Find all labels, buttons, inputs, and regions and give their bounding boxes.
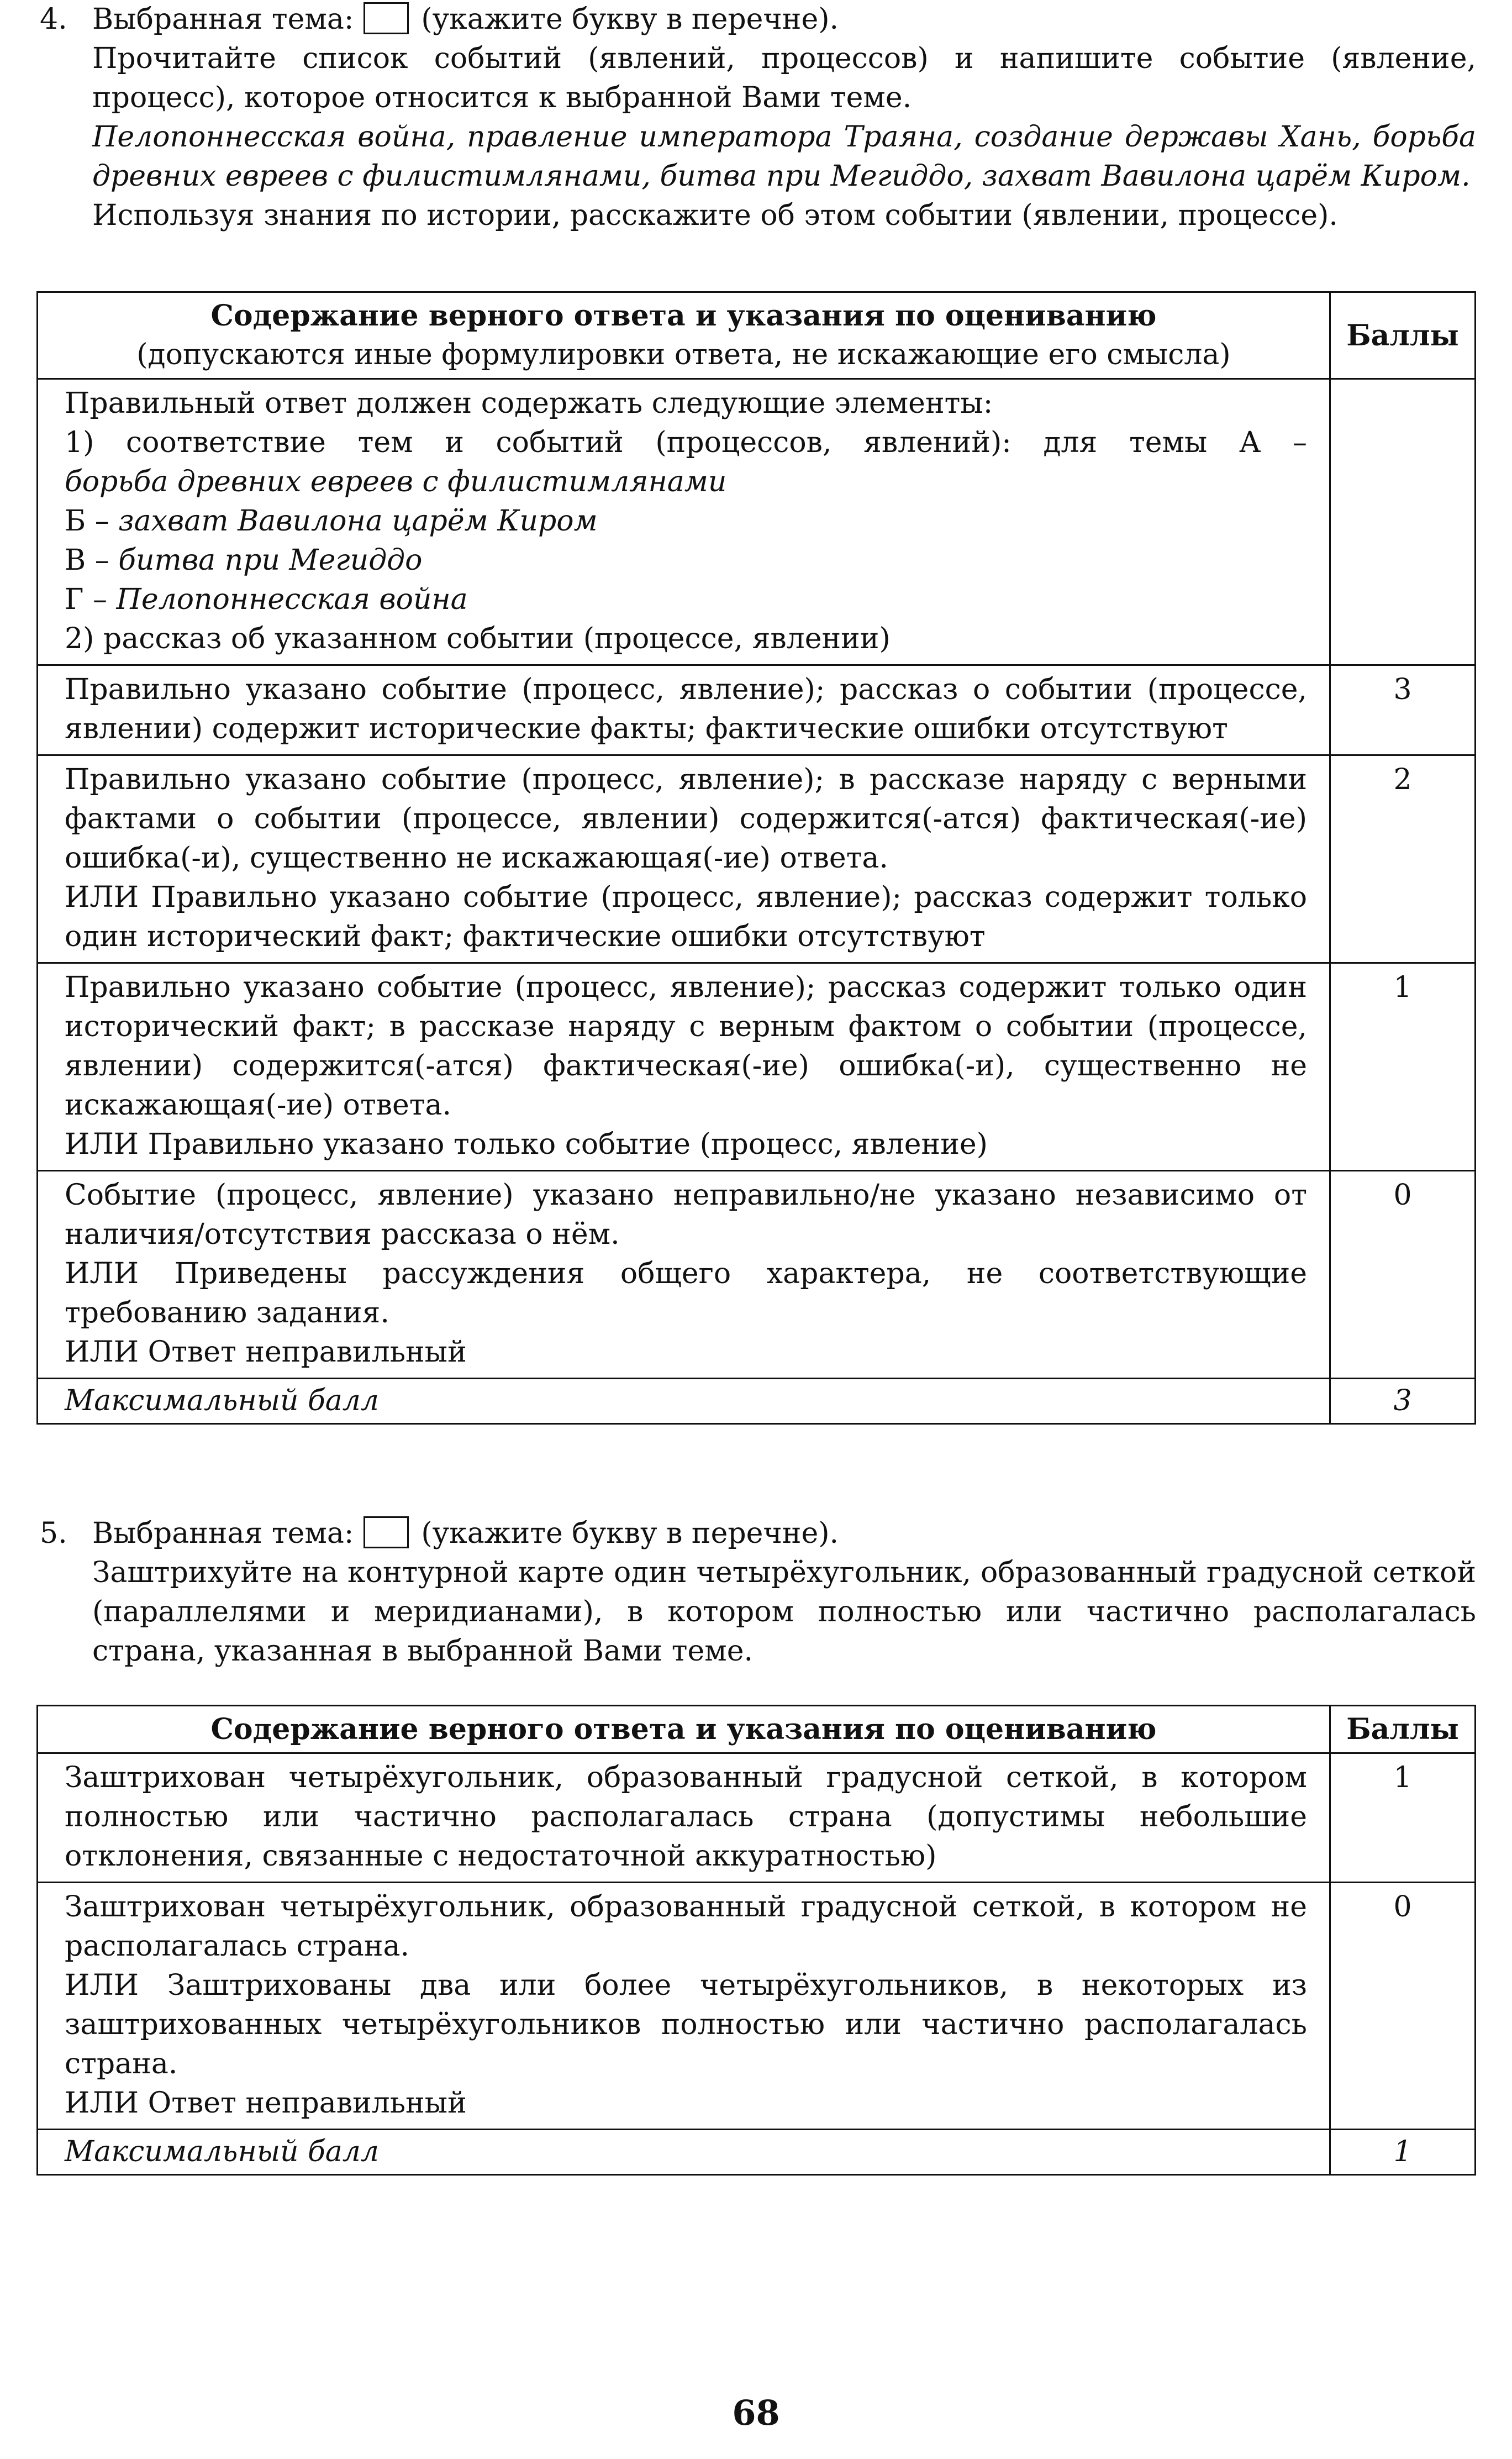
max-score-label: Максимальный балл <box>38 2130 1330 2175</box>
header-title: Содержание верного ответа и указания по оцениванию <box>38 1706 1330 1753</box>
answer-item-2: 2) рассказ об указанном событии (процессе, явлении) <box>65 622 891 655</box>
answer-letter-b: Б – <box>65 505 109 538</box>
answer-topic-g: Пелопоннесская война <box>116 583 468 616</box>
answer-content <box>38 379 1330 665</box>
task-instruction: Заштрихуйте на контурной карте один четырёхугольник, образованный градусной сеткой (параллелями и меридианами), в котором полностью или частично располагалась страна, указанная в выбранной Вами теме. <box>92 1556 1476 1668</box>
task-4-heading <box>40 0 1476 39</box>
criterion-score: 3 <box>1330 665 1476 755</box>
table-header-row <box>38 1706 1476 1753</box>
table-row <box>38 963 1476 1171</box>
criterion-line: ИЛИ Правильно указано только событие (процесс, явление) <box>65 1128 988 1161</box>
max-score-value: 1 <box>1330 2130 1476 2175</box>
task-instruction: Прочитайте список событий (явлений, процессов) и напишите событие (явление, процесс), которое относится к выбранной Вами теме. <box>92 42 1476 114</box>
max-score-value: 3 <box>1330 1379 1476 1424</box>
criterion-line: ИЛИ Ответ неправильный <box>65 2087 467 2120</box>
criterion-score: 1 <box>1330 963 1476 1171</box>
max-score-row <box>38 2130 1476 2175</box>
criterion-line: Заштрихован четырёхугольник, образованный градусной сеткой, в котором полностью или частично располагалась страна (допустимы небольшие отклонения, связанные с недостаточной аккуратностью) <box>65 1761 1307 1873</box>
topic-label: Выбранная тема: <box>92 1517 354 1550</box>
answer-score-cell <box>1330 379 1476 665</box>
answer-letter-v: В – <box>65 544 109 577</box>
max-score-label: Максимальный балл <box>38 1379 1330 1424</box>
criterion-line: ИЛИ Ответ неправильный <box>65 1336 467 1369</box>
topic-letter-box[interactable] <box>363 1516 409 1548</box>
criterion-line: ИЛИ Приведены рассуждения общего характера, не соответствующие требованию задания. <box>65 1257 1307 1330</box>
topic-hint: (укажите букву в перечне). <box>421 1517 839 1550</box>
task-4 <box>40 0 1476 235</box>
criterion-text <box>38 665 1330 755</box>
table-row <box>38 1171 1476 1379</box>
header-title: Содержание верного ответа и указания по оцениванию <box>210 299 1157 333</box>
criterion-score: 2 <box>1330 755 1476 963</box>
answer-row <box>38 379 1476 665</box>
criterion-text <box>38 963 1330 1171</box>
header-subtitle: (допускаются иные формулировки ответа, не искажающие его смысла) <box>136 338 1231 371</box>
grading-table-5 <box>36 1705 1476 2176</box>
criterion-line: Заштрихован четырёхугольник, образованный градусной сеткой, в котором не располагалась страна. <box>65 1890 1307 1963</box>
page-number: 68 <box>732 2393 780 2433</box>
topic-hint: (укажите букву в перечне). <box>421 3 839 36</box>
answer-letter-g: Г – <box>65 583 107 616</box>
criterion-line: Событие (процесс, явление) указано неправильно/не указано независимо от наличия/отсутствия рассказа о нём. <box>65 1179 1307 1251</box>
criterion-score: 0 <box>1330 1883 1476 2130</box>
topic-letter-box[interactable] <box>363 2 409 34</box>
answer-intro: Правильный ответ должен содержать следующие элементы: <box>65 387 993 420</box>
header-score: Баллы <box>1330 292 1476 379</box>
criterion-line: ИЛИ Заштрихованы два или более четырёхугольников, в некоторых из заштрихованных четырёхугольников полностью или частично располагалась страна. <box>65 1969 1307 2080</box>
table-row <box>38 665 1476 755</box>
answer-topic-a: борьба древних евреев с филистимлянами <box>65 465 727 498</box>
criterion-line: Правильно указано событие (процесс, явление); в рассказе наряду с верными фактами о событии (процессе, явлении) содержится(-атся) фактическая(-ие) ошибка(-и), существенно не искажающая(-ие) ответа. <box>65 763 1307 875</box>
header-content <box>38 292 1330 379</box>
answer-topic-v: битва при Мегиддо <box>118 544 423 577</box>
answer-item-1: 1) соответствие тем и событий (процессов, явлений): для темы А – <box>65 426 1307 459</box>
criterion-line: Правильно указано событие (процесс, явление); рассказ о событии (процессе, явлении) содержит исторические факты; фактические ошибки отсутствуют <box>65 673 1307 745</box>
table-row <box>38 755 1476 963</box>
header-score: Баллы <box>1330 1706 1476 1753</box>
criterion-text <box>38 1883 1330 2130</box>
criterion-text <box>38 1753 1330 1883</box>
criterion-line: ИЛИ Правильно указано событие (процесс, явление); рассказ содержит только один исторический факт; фактические ошибки отсутствуют <box>65 881 1307 953</box>
topic-label: Выбранная тема: <box>92 3 354 36</box>
criterion-text <box>38 1171 1330 1379</box>
task-number: 4. <box>40 3 67 36</box>
grading-table-4 <box>36 291 1476 1425</box>
events-list: Пелопоннесская война, правление императора Траяна, создание державы Хань, борьба древних евреев с филистимлянами, битва при Мегиддо, захват Вавилона царём Киром. <box>92 120 1476 193</box>
criterion-text <box>38 755 1330 963</box>
table-row <box>38 1883 1476 2130</box>
task-5-heading <box>40 1514 1476 1553</box>
task-text: Используя знания по истории, расскажите об этом событии (явлении, процессе). <box>92 199 1338 232</box>
max-score-row <box>38 1379 1476 1424</box>
criterion-line: Правильно указано событие (процесс, явление); рассказ содержит только один исторический факт; в рассказе наряду с верным фактом о событии (процессе, явлении) содержится(-атся) фактическая(-ие) ошибка(-и), существенно не искажающая(-ие) ответа. <box>65 971 1307 1122</box>
criterion-score: 1 <box>1330 1753 1476 1883</box>
task-5 <box>40 1514 1476 1671</box>
criterion-score: 0 <box>1330 1171 1476 1379</box>
task-number: 5. <box>40 1517 67 1550</box>
answer-topic-b: захват Вавилона царём Киром <box>118 505 598 538</box>
table-header-row <box>38 292 1476 379</box>
table-row <box>38 1753 1476 1883</box>
